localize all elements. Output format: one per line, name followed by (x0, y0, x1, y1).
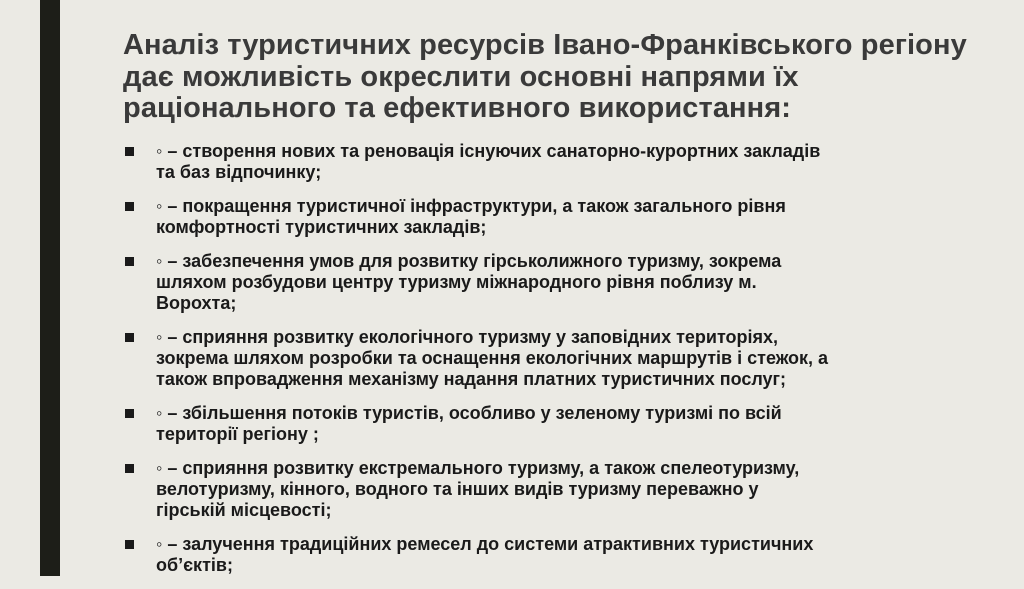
slide-title: Аналіз туристичних ресурсів Івано-Франківського регіону дає можливість окреслити основні напрями їх раціонального та ефективного використання: (123, 29, 967, 124)
bullet-text: ◦ – збільшення потоків туристів, особливо у зеленому туризмі по всій території регіону ; (156, 403, 782, 444)
bullet-text: ◦ – сприяння розвитку екстремального туризму, а також спелеотуризму, велотуризму, кінного, водного та інших видів туризму переважно у гірській місцевості; (156, 458, 800, 520)
square-bullet-icon (125, 464, 134, 473)
square-bullet-icon (125, 409, 134, 418)
square-bullet-icon (125, 202, 134, 211)
bullet-text: ◦ – покращення туристичної інфраструктури, а також загального рівня комфортності туристичних закладів; (156, 196, 786, 237)
bullet-text: ◦ – створення нових та реновація існуючих санаторно-курортних закладів та баз відпочинку; (156, 141, 821, 182)
bullet-list (123, 141, 1003, 589)
bullet-text: ◦ – забезпечення умов для розвитку гірськолижного туризму, зокрема шляхом розбудови центру туризму міжнародного рівня поблизу м. Ворохта; (156, 251, 782, 313)
list-item (123, 251, 1003, 314)
bullet-text: ◦ – сприяння розвитку екологічного туризму у заповідних територіях, зокрема шляхом розробки та оснащення екологічних маршрутів і стежок, а також впровадження механізму надання платних туристичних послуг; (156, 327, 829, 389)
bullet-text: ◦ – залучення традиційних ремесел до системи атрактивних туристичних об’єктів; (156, 534, 814, 575)
square-bullet-icon (125, 540, 134, 549)
list-item (123, 196, 1003, 238)
list-item (123, 141, 1003, 183)
square-bullet-icon (125, 333, 134, 342)
square-bullet-icon (125, 147, 134, 156)
list-item (123, 458, 1003, 521)
square-bullet-icon (125, 257, 134, 266)
list-item (123, 403, 1003, 445)
slide-side-bar (40, 0, 60, 576)
list-item (123, 534, 1003, 576)
list-item (123, 327, 1003, 390)
